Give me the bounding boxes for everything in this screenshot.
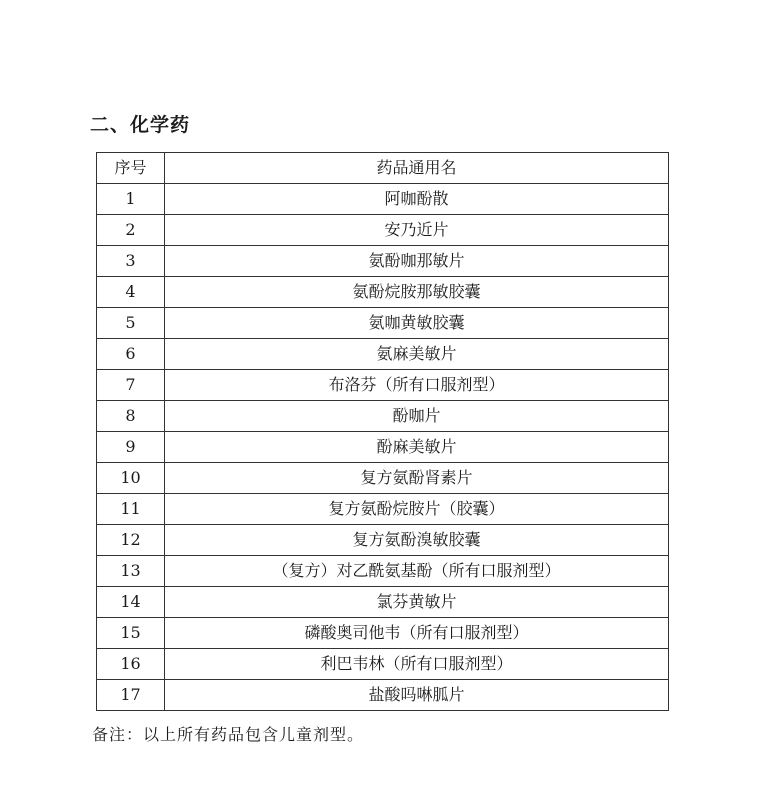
row-seq: 10 [97, 463, 165, 494]
row-drug-name: 氨酚烷胺那敏胶囊 [165, 277, 669, 308]
table-row [97, 649, 669, 680]
row-drug-name: 复方氨酚烷胺片（胶囊） [165, 494, 669, 525]
header-seq: 序号 [97, 153, 165, 184]
table-row [97, 215, 669, 246]
row-drug-name: 复方氨酚肾素片 [165, 463, 669, 494]
row-drug-name: 利巴韦林（所有口服剂型） [165, 649, 669, 680]
table-row [97, 525, 669, 556]
row-seq: 9 [97, 432, 165, 463]
footnote: 备注：以上所有药品包含儿童剂型。 [92, 725, 365, 744]
table-row [97, 246, 669, 277]
header-drug-name: 药品通用名 [165, 153, 669, 184]
row-seq: 2 [97, 215, 165, 246]
row-seq: 17 [97, 680, 165, 711]
table-row [97, 432, 669, 463]
table-row [97, 556, 669, 587]
row-drug-name: （复方）对乙酰氨基酚（所有口服剂型） [165, 556, 669, 587]
table-row [97, 184, 669, 215]
row-seq: 13 [97, 556, 165, 587]
row-seq: 6 [97, 339, 165, 370]
table-row [97, 308, 669, 339]
row-drug-name: 布洛芬（所有口服剂型） [165, 370, 669, 401]
row-drug-name: 盐酸吗啉胍片 [165, 680, 669, 711]
row-drug-name: 磷酸奥司他韦（所有口服剂型） [165, 618, 669, 649]
drug-table [96, 152, 669, 711]
row-seq: 16 [97, 649, 165, 680]
table-row [97, 401, 669, 432]
row-seq: 15 [97, 618, 165, 649]
table-row [97, 339, 669, 370]
table-row [97, 494, 669, 525]
table-header-row [97, 153, 669, 184]
row-seq: 11 [97, 494, 165, 525]
row-drug-name: 酚麻美敏片 [165, 432, 669, 463]
row-seq: 14 [97, 587, 165, 618]
table-row [97, 463, 669, 494]
row-drug-name: 阿咖酚散 [165, 184, 669, 215]
row-drug-name: 氨咖黄敏胶囊 [165, 308, 669, 339]
row-drug-name: 氨麻美敏片 [165, 339, 669, 370]
table-row [97, 370, 669, 401]
section-title: 二、化学药 [90, 114, 191, 136]
table-row [97, 277, 669, 308]
row-seq: 5 [97, 308, 165, 339]
row-seq: 4 [97, 277, 165, 308]
row-seq: 8 [97, 401, 165, 432]
row-drug-name: 氨酚咖那敏片 [165, 246, 669, 277]
row-drug-name: 氯芬黄敏片 [165, 587, 669, 618]
row-drug-name: 安乃近片 [165, 215, 669, 246]
row-drug-name: 复方氨酚溴敏胶囊 [165, 525, 669, 556]
table-row [97, 587, 669, 618]
row-seq: 3 [97, 246, 165, 277]
table-row [97, 618, 669, 649]
row-drug-name: 酚咖片 [165, 401, 669, 432]
table-row [97, 680, 669, 711]
row-seq: 12 [97, 525, 165, 556]
row-seq: 1 [97, 184, 165, 215]
row-seq: 7 [97, 370, 165, 401]
